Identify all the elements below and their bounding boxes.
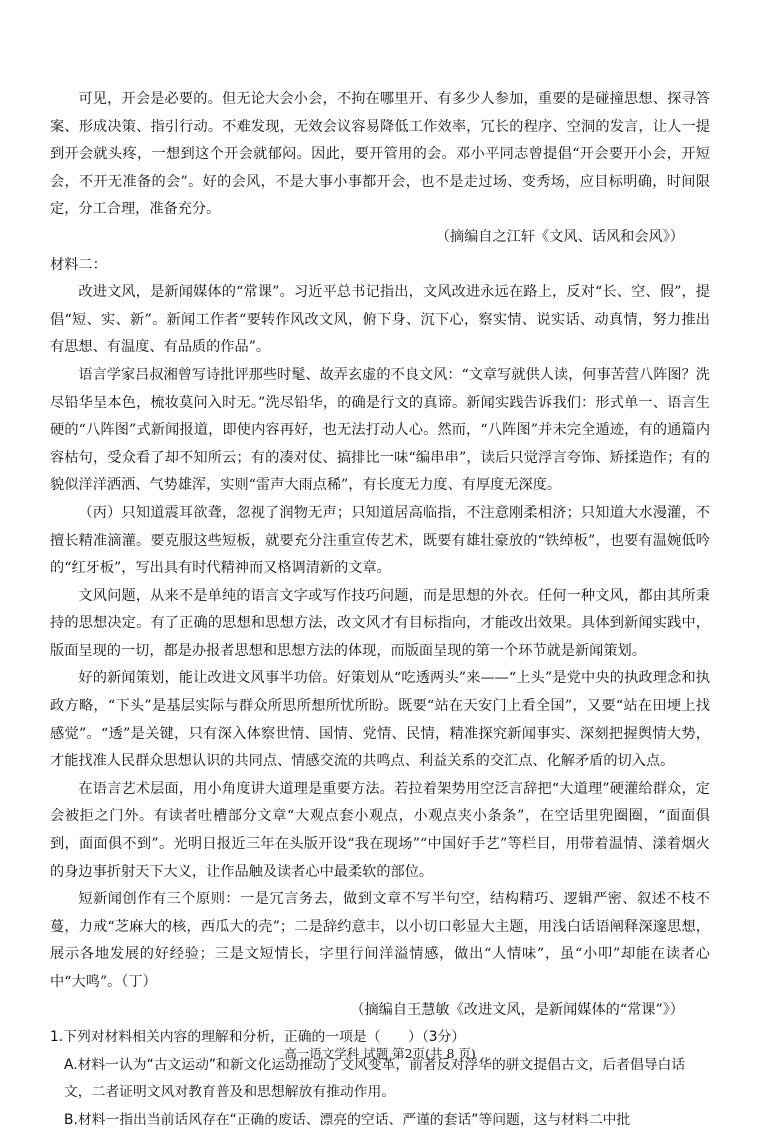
material2-paragraph-2: 语言学家吕叔湘曾写诗批评那些时髦、故弄玄虚的不良文风：“文章写就供人读，何事苦营八阵图？洗尽铅华呈本色，梳妆莫问入时无。”洗尽铅华，的确是行文的真谛。新闻实践告诉我们：形式单一、语言生硬的“八阵图”式新闻报道，即使内容再好，也无法打动人心。然而，“八阵图”并未完全遁迹，有的通篇内容枯句，受众看了却不知所云；有的凑对仗、搞排比一味“编串串”，读后只觉浮言夸饰、矫揉造作；有的貌似洋洋洒洒、气势雄浑，实则“雷声大雨点稀”，有长度无力度、有厚度无深度。 [50,366,711,494]
material2-paragraph-4: 文风问题，从来不是单纯的语言文字或写作技巧问题，而是思想的外衣。任何一种文风，都由其所秉持的思想决定。有了正确的思想和思想方法，改文风才有目标指向，才能改出效果。具体到新闻实践中，版面呈现的一切，都是办报者思想和思想方法的体现，而版面呈现的第一个环节就是新闻策划。 [50,587,710,659]
material2-label: 材料二： [50,256,107,273]
material1-source: （摘编自之江轩《文风、话风和会风》） [435,228,684,245]
page-footer: 高一语文学科 试题 第2页(共 8 页) [284,1046,476,1061]
material2-source: （摘编自王慧敏《改进文风，是新闻媒体的“常课”》） [350,1001,684,1018]
material2-paragraph-5: 好的新闻策划，能让改进文风事半功倍。好策划从“吃透两头”来——“上头”是党中央的执政理念和执政方略，“下头”是基层实际与群众所思所想所忧所盼。既要“站在天安门上看全国”，又要“站在田埂上找感觉”。“透”是关键，只有深入体察世情、国情、党情、民情，精准探究新闻事实、深刻把握舆情大势，才能找准人民群众思想认识的共同点、情感交流的共鸣点、利益关系的交汇点、化解矛盾的切入点。 [50,670,710,770]
material2-paragraph-7: 短新闻创作有三个原则：一是冗言务去，做到文章不写半句空，结构精巧、逻辑严密、叙述不枝不蔓，力戒“芝麻大的核，西瓜大的壳”；二是辞约意丰，以小切口彰显大主题，用浅白话语阐释深邃思想，展示各地发展的好经验；三是文短情长，字里行间洋溢情感，做出“人情味”，虽“小叩”却能在读者心中“大鸣”。（丁） [50,891,710,990]
question-1-option-a: A.材料一认为“古文运动”和新文化运动推动了文风变革，前者反对浮华的骈文提倡古文，后者倡导白话文，二者证明文风对教育普及和思想解放有推动作用。 [64,1056,686,1101]
material2-paragraph-6: 在语言艺术层面，用小角度讲大道理是重要方法。若拉着架势用空泛言辞把“大道理”硬灌给群众，定会被拒之门外。有读者吐槽部分文章“大观点套小观点，小观点夹小条条”，在空话里兜圈圈，“面面俱到，面面俱不到”。光明日报近三年在头版开设“我在现场”“中国好手艺”等栏目，用带着温情、漾着烟火的身边事折射天下大义，让作品触及读者心中最柔软的部位。 [50,780,710,880]
question-1-stem: 1.下列对材料相关内容的理解和分析，正确的一项是（ ）（3分） [50,1029,466,1046]
material1-paragraph: 可见，开会是必要的。但无论大会小会，不拘在哪里开、有多少人参加，重要的是碰撞思想、探寻答案、形成决策、指引行动。不难发现，无效会议容易降低工作效率，冗长的程序、空洞的发言，让人一提到开会就头疼，一想到这个开会就郁闷。因此，要开管用的会。邓小平同志曾提倡“开会要开小会，开短会，不开无准备的会”。好的会风，不是大事小事都开会，也不是走过场、变秀场，应目标明确，时间限定，分工合理，准备充分。 [50,91,710,218]
material2-paragraph-3: （丙）只知道震耳欲聋，忽视了润物无声；只知道居高临指，不注意刚柔相济；只知道大水漫灌，不擅长精准滴灌。要克服这些短板，就要充分注重宣传艺术，既要有雄壮豪放的“铁绰板”，也要有温婉低吟的“红牙板”，写出具有时代精神而又格调清新的文章。 [50,504,710,577]
material2-paragraph-1: 改进文风，是新闻媒体的“常课”。习近平总书记指出，文风改进永远在路上，反对“长、空、假”，提倡“短、实、新”。新闻工作者“要转作风改文风，俯下身、沉下心，察实情、说实话、动真情，努力推出有思想、有温度、有品质的作品”。 [50,284,710,356]
question-1-option-b: B.材料一指出当前话风存在“正确的废话、漂亮的空话、严谨的套话”等问题，这与材料二中批 [64,1111,631,1128]
